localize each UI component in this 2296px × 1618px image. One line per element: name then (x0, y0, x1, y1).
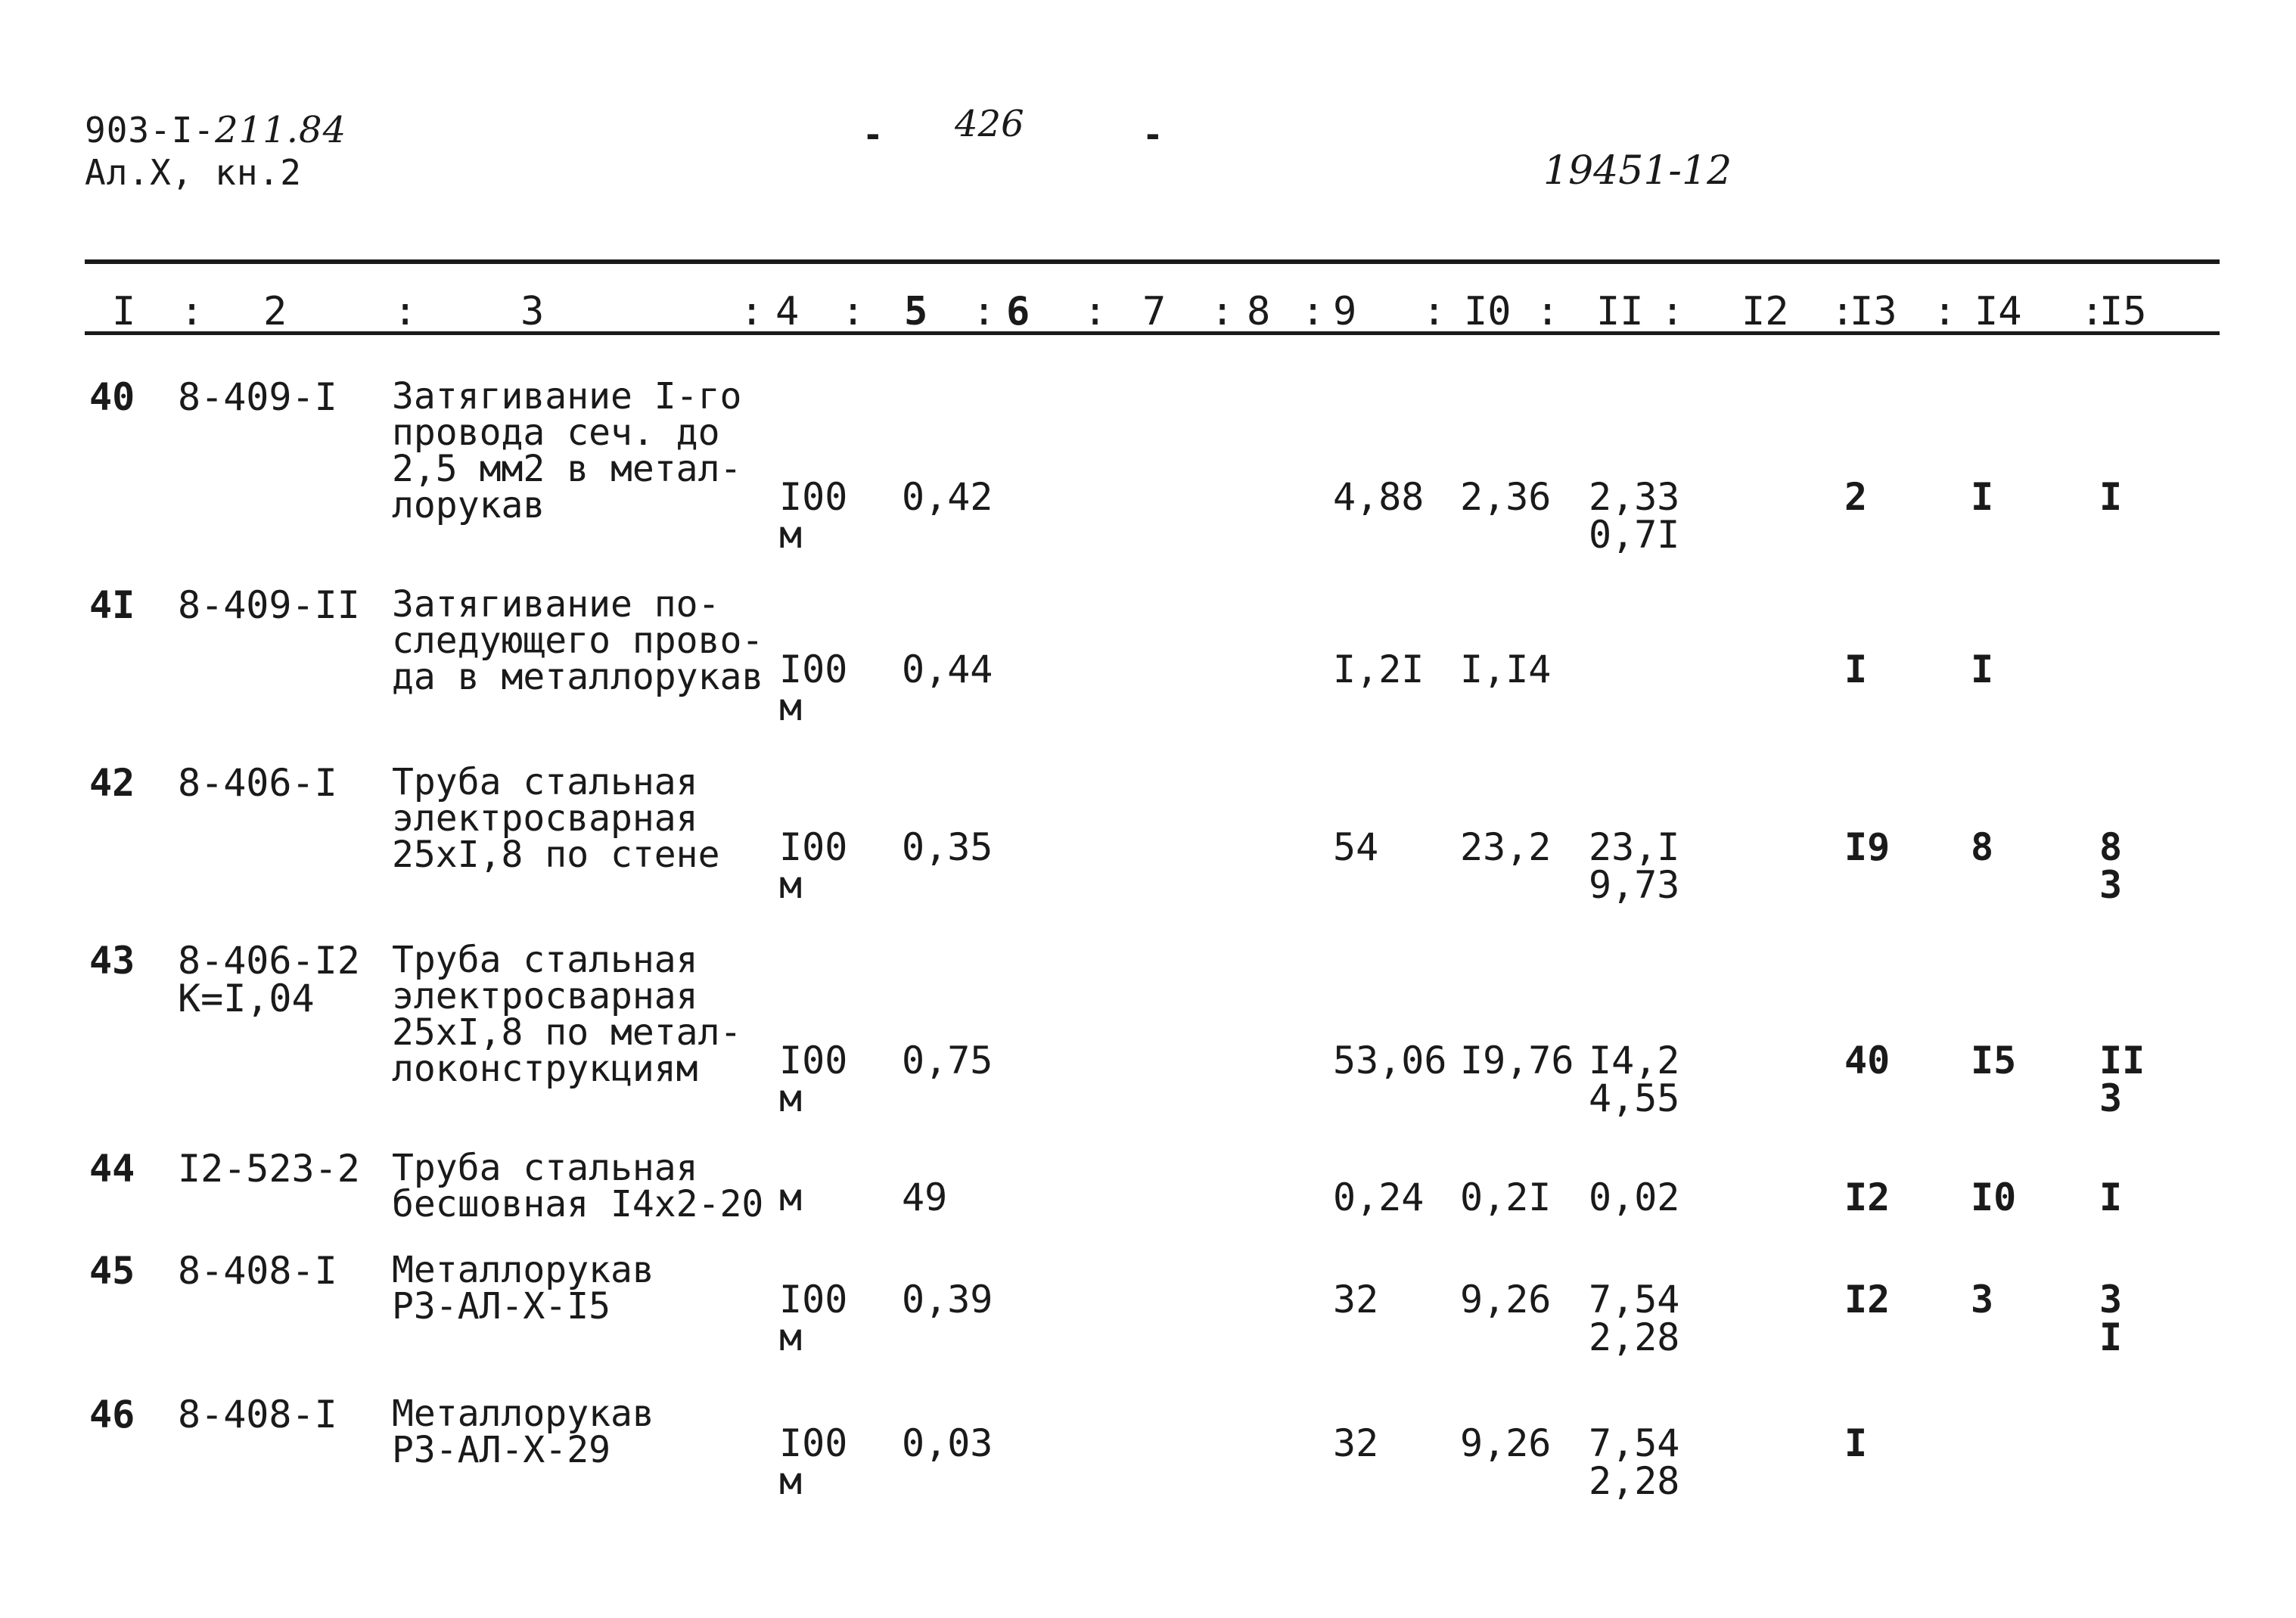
doc-code-prefix: 903-I- (85, 110, 216, 151)
work-description: Затягивание по- следующего прово- да в металлорукав (392, 583, 764, 698)
col-11-value: 7,54 2,28 (1589, 1278, 1680, 1359)
col-10-value: I,I4 (1460, 648, 1552, 691)
col-9-value: 53,06 (1333, 1039, 1447, 1082)
colnum-sep: : (1301, 289, 1325, 334)
colnum-sep: : (740, 289, 764, 334)
col-14-value: 3 (1971, 1278, 1994, 1321)
work-description: Металлорукав РЗ-АЛ-Х-29 (392, 1393, 654, 1471)
col-14-value: I (1971, 648, 1994, 691)
unit: I00 м (779, 825, 848, 907)
rate-code: 8-406-I (178, 761, 337, 805)
rate-code: I2-523-2 (178, 1147, 360, 1191)
rate-code: 8-406-I2 К=I,04 (178, 939, 360, 1020)
colnum: 2 (263, 289, 287, 334)
col-9-value: 54 (1333, 825, 1379, 869)
doc-code (85, 109, 347, 151)
colnum: I0 (1464, 289, 1512, 334)
page-number: 426 (955, 103, 1024, 145)
col-11-value: I4,2 4,55 (1589, 1039, 1680, 1120)
col-13-value: 2 (1844, 475, 1868, 519)
colnum-sep: : (841, 289, 865, 334)
col-11-value: 7,54 2,28 (1589, 1421, 1680, 1503)
row-number: 46 (89, 1393, 135, 1436)
row-number: 44 (89, 1147, 135, 1191)
col-9-value: 4,88 (1333, 475, 1425, 519)
col-10-value: 9,26 (1460, 1421, 1552, 1465)
colnum: 4 (775, 289, 800, 334)
colnum-sep: : (1422, 289, 1446, 334)
rate-code: 8-408-I (178, 1249, 337, 1293)
quantity: 0,44 (902, 648, 993, 691)
colnum: I4 (1974, 289, 2022, 334)
work-description: Металлорукав РЗ-АЛ-Х-I5 (392, 1249, 654, 1328)
col-10-value: 23,2 (1460, 825, 1552, 869)
page-dash-left: - (862, 114, 884, 155)
col-15-value: II 3 (2099, 1039, 2145, 1120)
row-number: 45 (89, 1249, 135, 1293)
quantity: 0,35 (902, 825, 993, 869)
col-13-value: I (1844, 648, 1868, 691)
rate-code: 8-408-I (178, 1393, 337, 1436)
colnum-sep: : (972, 289, 996, 334)
quantity: 0,42 (902, 475, 993, 519)
work-description: Труба стальная электросварная 25xI,8 по стене (392, 761, 720, 876)
col-14-value: I (1971, 475, 1994, 519)
quantity: 0,39 (902, 1278, 993, 1321)
colnum-sep: : (1831, 289, 1855, 334)
top-rule (85, 259, 2220, 264)
quantity: 0,75 (902, 1039, 993, 1082)
colnum: II (1596, 289, 1644, 334)
colnum-sep: : (1661, 289, 1685, 334)
colnum-sep: : (1083, 289, 1108, 334)
colnum: I2 (1741, 289, 1789, 334)
col-10-value: 0,2I (1460, 1175, 1552, 1219)
colnum-sep: : (1210, 289, 1235, 334)
archive-number: 19451-12 (1543, 148, 1732, 194)
col-10-value: I9,76 (1460, 1039, 1574, 1082)
col-13-value: I (1844, 1421, 1868, 1465)
col-13-value: I2 (1844, 1278, 1891, 1321)
volume-label: Ал.Х, кн.2 (85, 152, 302, 193)
col-15-value: I (2099, 475, 2123, 519)
page-dash-right: - (1142, 114, 1164, 155)
row-number: 40 (89, 375, 135, 419)
col-14-value: 8 (1971, 825, 1994, 869)
work-description: Труба стальная бесшовная I4x2-20 (392, 1147, 764, 1225)
row-number: 42 (89, 761, 135, 805)
colnum: I (112, 289, 136, 334)
doc-code-handwritten: 211.84 (215, 109, 347, 151)
unit: I00 м (779, 1421, 848, 1503)
colnum-sep: : (1933, 289, 1957, 334)
colnum-sep: : (180, 289, 204, 334)
rate-code: 8-409-II (178, 583, 360, 627)
colnum: 5 (904, 289, 928, 334)
col-13-value: I2 (1844, 1175, 1891, 1219)
colnum: 6 (1006, 289, 1030, 334)
colnum: 3 (520, 289, 545, 334)
col-11-value: 23,I 9,73 (1589, 825, 1680, 907)
work-description: Труба стальная электросварная 25xI,8 по метал- локонструкциям (392, 939, 742, 1090)
col-14-value: I0 (1971, 1175, 2017, 1219)
unit: I00 м (779, 1278, 848, 1359)
unit: I00 м (779, 1039, 848, 1120)
work-description: Затягивание I-го провода сеч. до 2,5 мм2 в метал- лорукав (392, 375, 742, 526)
unit: м (779, 1175, 803, 1219)
col-10-value: 2,36 (1460, 475, 1552, 519)
colnum: I5 (2099, 289, 2147, 334)
quantity: 0,03 (902, 1421, 993, 1465)
row-number: 43 (89, 939, 135, 983)
col-11-value: 2,33 0,7I (1589, 475, 1680, 557)
col-9-value: 0,24 (1333, 1175, 1425, 1219)
col-15-value: 8 3 (2099, 825, 2123, 907)
col-9-value: 32 (1333, 1421, 1379, 1465)
colnum-sep: : (1536, 289, 1560, 334)
colnum: 9 (1333, 289, 1357, 334)
colnum-sep: : (2080, 289, 2105, 334)
col-9-value: I,2I (1333, 648, 1425, 691)
col-13-value: I9 (1844, 825, 1891, 869)
colnum: I3 (1850, 289, 1897, 334)
unit: I00 м (779, 475, 848, 557)
col-15-value: I (2099, 1175, 2123, 1219)
colnum-sep: : (393, 289, 418, 334)
unit: I00 м (779, 648, 848, 729)
col-11-value: 0,02 (1589, 1175, 1680, 1219)
col-9-value: 32 (1333, 1278, 1379, 1321)
col-10-value: 9,26 (1460, 1278, 1552, 1321)
rate-code: 8-409-I (178, 375, 337, 419)
col-13-value: 40 (1844, 1039, 1891, 1082)
quantity: 49 (902, 1175, 948, 1219)
col-14-value: I5 (1971, 1039, 2017, 1082)
row-number: 4I (89, 583, 135, 627)
colnum: 8 (1247, 289, 1271, 334)
colnum: 7 (1142, 289, 1167, 334)
col-15-value: 3 I (2099, 1278, 2123, 1359)
